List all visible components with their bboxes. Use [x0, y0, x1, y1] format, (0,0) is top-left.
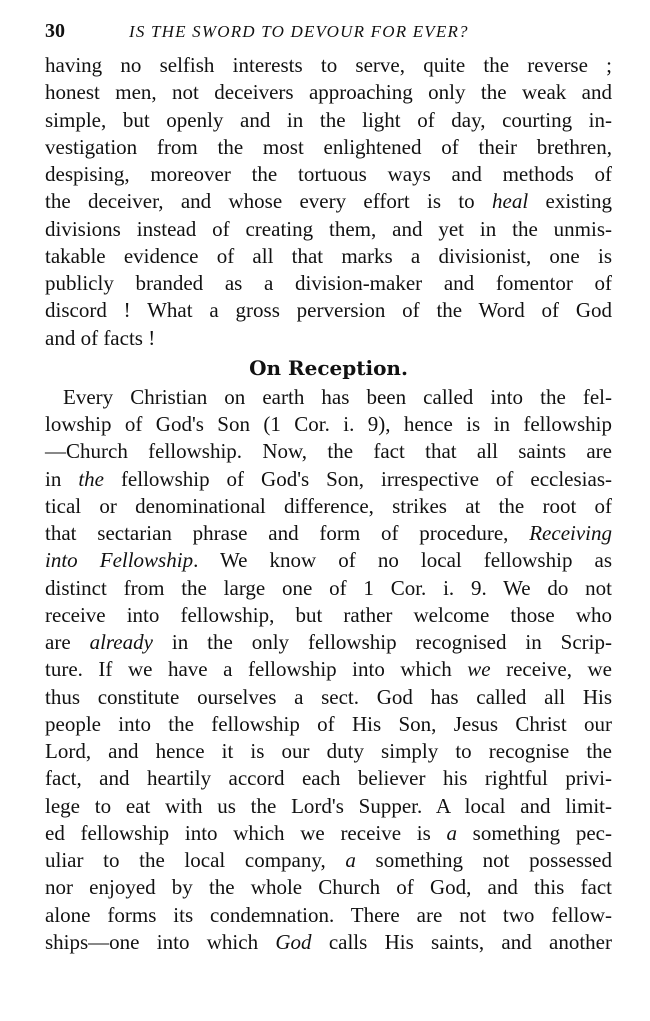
- text-segment: people into the fellowship of His Son, Jesus Christ our: [45, 711, 612, 736]
- text-line: [45, 929, 612, 956]
- text-segment: the deceiver, and whose every effort is to: [45, 189, 493, 214]
- text-segment: in: [45, 466, 79, 491]
- text-segment: uliar to the local company,: [45, 848, 346, 872]
- page-body: [45, 52, 612, 956]
- running-title: IS THE SWORD TO DEVOUR FOR EVER?: [129, 22, 469, 41]
- text-line: [45, 520, 612, 547]
- text-line: [45, 874, 612, 901]
- text-line: [45, 711, 612, 738]
- text-segment: existing: [528, 189, 612, 214]
- text-line: [45, 602, 612, 629]
- page-number: 30: [45, 20, 65, 42]
- italic-text: heal: [492, 189, 529, 214]
- text-line: [45, 325, 612, 352]
- text-line: [45, 243, 612, 270]
- text-segment: lowship of God's Son (1 Cor. i. 9), hence is in fellowship: [45, 412, 612, 436]
- text-line: [45, 438, 612, 465]
- page-header: [45, 20, 612, 46]
- text-segment: having no selfish interests to serve, quite the reverse ;: [45, 53, 612, 77]
- italic-text: into Fellowship: [45, 548, 194, 573]
- text-line: [45, 765, 612, 792]
- text-line: [45, 79, 612, 106]
- text-segment: distinct from the large one of 1 Cor. i. 9. We do not: [45, 575, 612, 600]
- text-segment: Every Christian on earth has been called into the fel-: [63, 384, 612, 409]
- text-line: [45, 270, 612, 297]
- text-segment: something not possessed: [355, 848, 612, 872]
- text-line: [45, 738, 612, 765]
- text-segment: divisions instead of creating them, and yet in the unmis-: [45, 216, 612, 241]
- text-line: [45, 161, 612, 188]
- text-line: [45, 629, 612, 656]
- italic-text: a: [345, 848, 356, 872]
- italic-text: God: [275, 929, 312, 954]
- section-heading: On Reception.: [249, 355, 408, 380]
- text-segment: ships—one into which: [45, 929, 276, 954]
- text-line: [45, 575, 612, 602]
- text-segment: tical or denominational difference, strikes at the root of: [45, 493, 612, 518]
- text-segment: thus constitute ourselves a sect. God has called all His: [45, 684, 612, 709]
- text-segment: despising, moreover the tortuous ways and methods of: [45, 162, 612, 186]
- text-line: [45, 847, 612, 874]
- text-segment: something pec-: [456, 820, 612, 845]
- text-line: [45, 107, 612, 134]
- text-segment: . We know of no local fellowship as: [193, 548, 613, 573]
- text-line: [45, 902, 612, 929]
- text-line: [45, 466, 612, 493]
- text-segment: publicly branded as a division-maker and fomentor of: [45, 271, 612, 295]
- text-line: [45, 493, 612, 520]
- text-segment: lege to eat with us the Lord's Supper. A local and limit-: [45, 793, 612, 818]
- text-segment: Lord, and hence it is our duty simply to recognise the: [45, 739, 612, 763]
- text-segment: and of facts !: [45, 325, 156, 350]
- text-line: [45, 134, 612, 161]
- text-segment: fact, and heartily accord each believer his rightful privi-: [45, 766, 612, 791]
- text-segment: nor enjoyed by the whole Church of God, and this fact: [45, 875, 612, 900]
- text-segment: in the only fellowship recognised in Scrip-: [152, 630, 612, 654]
- text-segment: takable evidence of all that marks a divisionist, one is: [45, 243, 612, 268]
- text-line: [45, 188, 612, 215]
- text-line: [45, 216, 612, 243]
- text-segment: discord ! What a gross perversion of the Word of God: [45, 298, 612, 323]
- text-segment: —Church fellowship. Now, the fact that all saints are: [45, 439, 612, 464]
- text-segment: receive into fellowship, but rather welcome those who: [45, 602, 612, 627]
- text-line: [45, 297, 612, 324]
- text-segment: that sectarian phrase and form of procedure,: [45, 521, 530, 545]
- text-line: [45, 820, 612, 847]
- text-segment: calls His saints, and another: [311, 929, 612, 954]
- text-segment: fellowship of God's Son, irrespective of ecclesias-: [103, 466, 612, 491]
- italic-text: we: [467, 657, 491, 682]
- text-line: [45, 384, 612, 411]
- text-segment: vestigation from the most enlightened of their brethren,: [45, 134, 612, 159]
- italic-text: already: [89, 630, 153, 654]
- text-segment: honest men, not deceivers approaching only the weak and: [45, 80, 612, 105]
- text-segment: alone forms its condemnation. There are not two fellow-: [45, 902, 612, 927]
- italic-text: Receiving: [529, 521, 612, 545]
- text-line: [45, 547, 612, 574]
- italic-text: a: [446, 820, 457, 845]
- text-segment: ture. If we have a fellowship into which: [45, 657, 468, 682]
- text-segment: simple, but openly and in the light of day, courting in-: [45, 107, 612, 132]
- text-line: [45, 656, 612, 683]
- text-line: [45, 411, 612, 438]
- italic-text: the: [78, 466, 104, 491]
- text-segment: ed fellowship into which we receive is: [45, 820, 447, 845]
- text-line: [45, 52, 612, 79]
- text-line: [45, 684, 612, 711]
- text-segment: receive, we: [490, 657, 612, 682]
- text-segment: are: [45, 630, 90, 654]
- text-line: [45, 793, 612, 820]
